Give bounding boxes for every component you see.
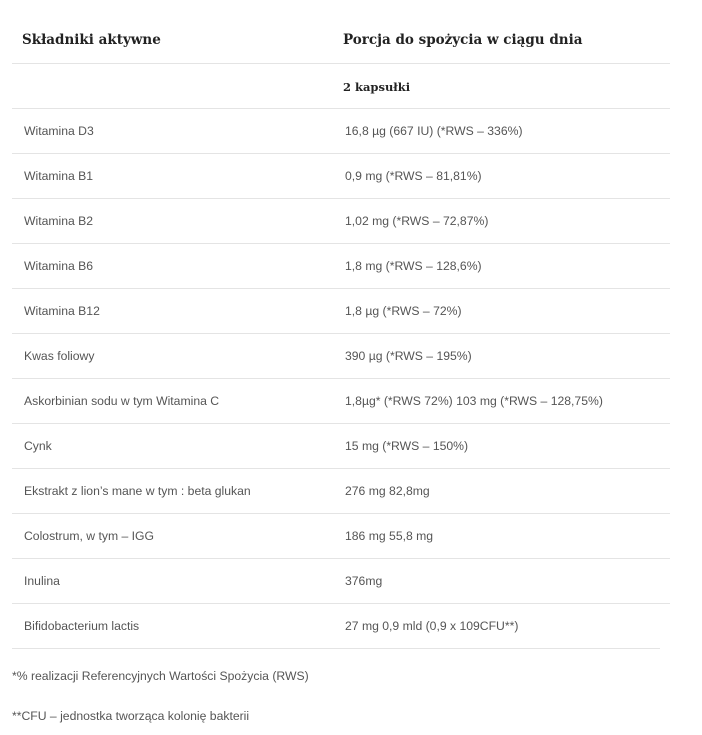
table-row: [12, 244, 670, 289]
ingredient-name: Ekstrakt z lion’s mane w tym : beta glukan: [24, 484, 251, 498]
footnote-cfu: **CFU – jednostka tworząca kolonię bakterii: [12, 709, 250, 723]
ingredient-value: 0,9 mg (*RWS – 81,81%): [345, 169, 482, 183]
ingredient-value: 16,8 µg (667 IU) (*RWS – 336%): [345, 124, 523, 138]
ingredient-name: Askorbinian sodu w tym Witamina C: [24, 394, 220, 408]
subheader-capsules: 2 kapsułki: [343, 80, 411, 94]
ingredient-value: 1,8µg* (*RWS 72%) 103 mg (*RWS – 128,75%): [345, 394, 603, 408]
table-row: [12, 604, 660, 649]
ingredient-value: 376mg: [345, 574, 383, 588]
ingredient-value: 1,8 µg (*RWS – 72%): [345, 304, 462, 318]
ingredient-name: Witamina B2: [24, 214, 94, 228]
ingredient-name: Bifidobacterium lactis: [24, 619, 140, 633]
table-row: [12, 469, 670, 514]
ingredient-name: Witamina D3: [24, 124, 94, 138]
ingredient-name: Colostrum, w tym – IGG: [24, 529, 155, 543]
table-row: [12, 514, 670, 559]
ingredient-name: Witamina B6: [24, 259, 94, 273]
table-row: [12, 559, 670, 604]
ingredient-name: Kwas foliowy: [24, 349, 95, 363]
table-row: [12, 199, 670, 244]
ingredient-value: 276 mg 82,8mg: [345, 484, 430, 498]
header-active-ingredients: Składniki aktywne: [22, 32, 161, 48]
table-subheader: [12, 64, 670, 109]
ingredient-name: Inulina: [24, 574, 60, 588]
table-row: [12, 424, 670, 469]
table-row: [12, 334, 670, 379]
table-row: [12, 154, 670, 199]
ingredient-value: 390 µg (*RWS – 195%): [345, 349, 472, 363]
table-row: [12, 109, 670, 154]
table-header: [12, 18, 670, 64]
table-row: [12, 379, 670, 424]
table-body: [12, 109, 670, 649]
ingredient-value: 1,8 mg (*RWS – 128,6%): [345, 259, 482, 273]
ingredient-value: 186 mg 55,8 mg: [345, 529, 434, 543]
footnote-rws: *% realizacji Referencyjnych Wartości Spożycia (RWS): [12, 669, 309, 683]
header-daily-portion: Porcja do spożycia w ciągu dnia: [343, 32, 583, 48]
ingredient-name: Witamina B12: [24, 304, 100, 318]
ingredient-value: 15 mg (*RWS – 150%): [345, 439, 469, 453]
table-row: [12, 289, 670, 334]
ingredient-name: Witamina B1: [24, 169, 94, 183]
ingredient-name: Cynk: [24, 439, 52, 453]
nutrition-table: [12, 18, 670, 649]
ingredient-value: 27 mg 0,9 mld (0,9 x 109CFU**): [345, 619, 519, 633]
ingredient-value: 1,02 mg (*RWS – 72,87%): [345, 214, 489, 228]
